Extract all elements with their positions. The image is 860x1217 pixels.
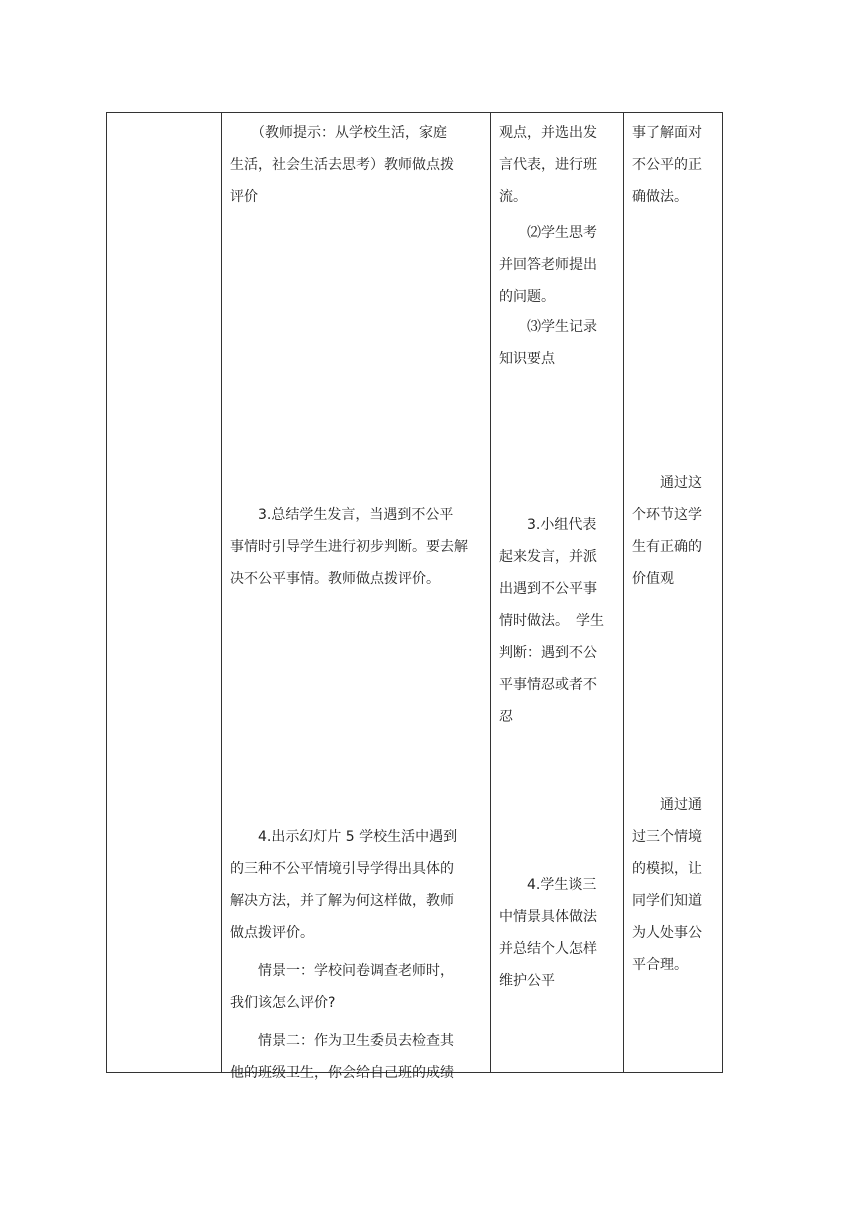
student-activity-block-5 <box>499 869 597 997</box>
text-line: 评价 <box>230 189 258 205</box>
column-divider-1 <box>221 113 222 1072</box>
text-line: 并回答老师提出 <box>499 257 597 273</box>
teacher-activity-block-2 <box>230 499 468 595</box>
design-intent-block-2 <box>632 467 702 595</box>
student-activity-block-1 <box>499 117 597 213</box>
text-line: ⑶学生记录 <box>499 319 597 335</box>
text-line: 生活，社会生活去思考）教师做点拨 <box>230 157 454 173</box>
text-line: 并总结个人怎样 <box>499 941 597 957</box>
text-line: 价值观 <box>632 571 674 587</box>
text-line: 通过这 <box>632 475 702 491</box>
student-activity-block-4 <box>499 509 604 733</box>
text-line: 决不公平事情。教师做点拨评价。 <box>230 571 440 587</box>
column-divider-3 <box>623 113 624 1072</box>
text-line: 确做法。 <box>632 189 688 205</box>
teacher-activity-block-3 <box>230 821 457 1089</box>
design-intent-block-1 <box>632 117 702 213</box>
text-line: 同学们知道 <box>632 893 702 909</box>
text-line: ⑵学生思考 <box>499 225 597 241</box>
text-line: 他的班级卫生，你会给自己班的成绩 <box>230 1065 454 1081</box>
text-line: 3.总结学生发言，当遇到不公平 <box>230 507 454 523</box>
text-line: 的模拟，让 <box>632 861 702 877</box>
text-line: 判断：遇到不公 <box>499 645 597 661</box>
text-line: 情时做法。 学生 <box>499 613 604 629</box>
text-line: 事情时引导学生进行初步判断。要去解 <box>230 539 468 555</box>
text-line: （教师提示：从学校生活，家庭 <box>230 125 447 141</box>
text-line: 通过通 <box>632 797 702 813</box>
text-line: 情景二：作为卫生委员去检查其 <box>230 1033 454 1049</box>
text-line: 我们该怎么评价? <box>230 995 336 1011</box>
text-line: 个环节这学 <box>632 507 702 523</box>
text-line: 3.小组代表 <box>499 517 597 533</box>
text-line: 维护公平 <box>499 973 555 989</box>
text-line: 做点拨评价。 <box>230 925 314 941</box>
text-line: 流。 <box>499 189 527 205</box>
text-line: 事了解面对 <box>632 125 702 141</box>
column-divider-2 <box>490 113 491 1072</box>
student-activity-block-2 <box>499 217 597 313</box>
text-line: 观点，并选出发 <box>499 125 597 141</box>
text-line: 情景一：学校问卷调查老师时， <box>230 963 454 979</box>
lesson-plan-table <box>106 112 723 1081</box>
text-line: 过三个情境 <box>632 829 702 845</box>
text-line: 的问题。 <box>499 289 555 305</box>
student-activity-block-3 <box>499 311 597 375</box>
text-line: 中情景具体做法 <box>499 909 597 925</box>
text-line: 的三种不公平情境引导学得出具体的 <box>230 861 454 877</box>
text-line: 平合理。 <box>632 957 688 973</box>
text-line: 出遇到不公平事 <box>499 581 597 597</box>
text-line: 4.出示幻灯片 5 学校生活中遇到 <box>230 829 458 845</box>
text-line: 起来发言，并派 <box>499 549 597 565</box>
text-line: 不公平的正 <box>632 157 702 173</box>
text-line: 知识要点 <box>499 351 555 367</box>
design-intent-block-3 <box>632 789 702 981</box>
text-line: 生有正确的 <box>632 539 702 555</box>
text-line: 解决方法，并了解为何这样做，教师 <box>230 893 454 909</box>
text-line: 言代表，进行班 <box>499 157 597 173</box>
text-line: 平事情忍或者不 <box>499 677 597 693</box>
text-line: 忍 <box>499 709 513 725</box>
teacher-activity-block-1 <box>230 117 454 213</box>
text-line: 4.学生谈三 <box>499 877 597 893</box>
text-line: 为人处事公 <box>632 925 702 941</box>
